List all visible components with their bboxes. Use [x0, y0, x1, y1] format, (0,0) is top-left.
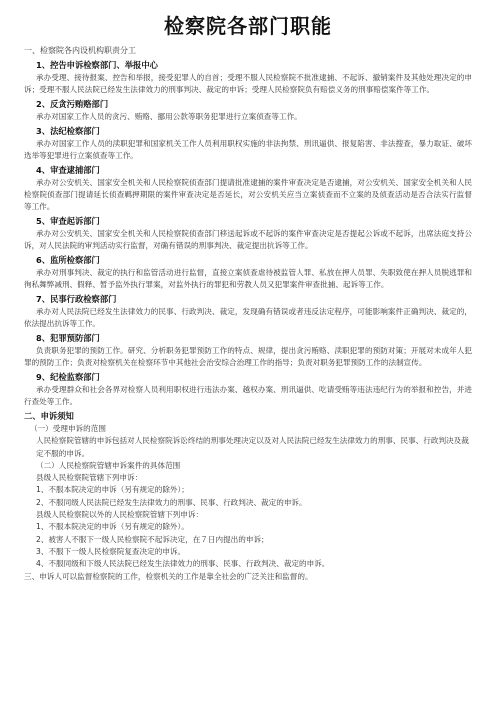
notice-line: 人民检察院管辖的申诉包括对人民检察院诉讼终结的刑事处理决定以及对人民法院已经发生法律效力的刑事、民事、行政判决及裁定不服的申诉。 — [36, 436, 469, 458]
section-1 — [24, 44, 472, 408]
department-list — [24, 58, 472, 408]
department-description: 负责职务犯罪的预防工作。研究、分析职务犯罪预防工作的特点、规律，提出贪污贿赂、渎职犯罪的预防对策；开展对未成年人犯罪的预防工作；负责对检察机关在检察环节中其他社会治安综合治理工作的指导；负责对职务犯罪预防工作的法制宣传。 — [24, 346, 472, 367]
department-heading: 5、审查起诉部门 — [36, 216, 100, 226]
notice-line: 县级人民检察院管辖下列申诉： — [36, 473, 143, 483]
department-heading: 1、控告申诉检察部门、举报中心 — [36, 60, 158, 70]
section-2 — [24, 409, 472, 583]
notice-line: 县级人民检察院以外的人民检察院管辖下列申诉： — [36, 510, 204, 520]
notice-line: 1、不服本院决定的申诉（另有规定的除外）。 — [36, 522, 189, 532]
department-heading: 7、民事行政检察部门 — [36, 294, 117, 304]
department-heading: 9、纪检监察部门 — [36, 372, 100, 382]
department-description: 承办受理群众和社会各界对检察人员利用职权进行违法办案、越权办案、刑讯逼供、吃请受贿等违法违纪行为的举报和控告，并进行查处等工作。 — [24, 385, 472, 406]
department-heading: 4、审查逮捕部门 — [36, 165, 100, 175]
department-description: 承办对国家工作人员的渎职犯罪和国家机关工作人员利用职权实施的非法拘禁、刑讯逼供、报复陷害、非法搜查，暴力取证、破坏选举等犯罪进行立案侦查等工作。 — [24, 139, 472, 160]
department-description: 承办对刑事判决、裁定的执行和监管活动进行监督，直接立案侦查虐待被监管人罪、私放在押人员罪、失职致使在押人员脱逃罪和徇私舞弊减刑、假释、暂予监外执行罪案，对监外执行的罪犯和劳教人员又犯罪案件审查批捕、起诉等工作。 — [24, 268, 472, 289]
notice-line: 三、申诉人可以监督检察院的工作，检察机关的工作是靠全社会的广泛关注和监督的。 — [24, 571, 313, 581]
department-description: 承办对公安机关、国家安全机关和人民检察院侦查部门移送起诉或不起诉的案件审查决定是否提起公诉或不起诉，出席法庭支持公诉，对人民法院的审判活动实行监督，对确有错误的刑事判决、裁定提出抗诉等工作。 — [24, 229, 472, 250]
page-title: 检察院各部门职能 — [164, 14, 332, 38]
department-heading: 3、法纪检察部门 — [36, 126, 100, 136]
department-heading: 8、犯罪预防部门 — [36, 333, 100, 343]
notice-line: 3、不服下一级人民检察院复查决定的申诉。 — [36, 546, 186, 556]
notice-line: 2、不服同级人民法院已经发生法律效力的刑事、民事、行政判决、裁定的申诉。 — [36, 497, 307, 507]
department-description: 承办对国家工作人员的贪污、贿赂、挪用公款等职务犯罪进行立案侦查等工作。 — [36, 112, 302, 121]
notice-line: 1、不服本院决定的申诉（另有规定的除外）； — [36, 485, 189, 495]
department-heading: 2、反贪污贿赂部门 — [36, 99, 109, 109]
notice-line: （一）受理申诉的范围 — [30, 424, 106, 433]
notice-line: 4、不服同级和下级人民法院已经发生法律效力的刑事、民事、行政判决、裁定的申诉。 — [36, 559, 330, 569]
section-2-heading: 二、申诉须知 — [24, 411, 74, 421]
department-description: 承办对公安机关、国家安全机关和人民检察院侦查部门提请批准逮捕的案件审查决定是否逮捕，对公安机关、国家安全机关和人民检察院侦查部门提请延长侦查羁押期限的案件审查决定是否延长，对公安机关应当立案侦查而不立案的及侦查活动是否合法实行监督等工作。 — [24, 178, 472, 211]
notice-line: 2、被害人不服下一级人民检察院不起诉决定，在７日内提出的申诉； — [36, 534, 269, 544]
department-heading: 6、监所检察部门 — [36, 255, 100, 265]
department-description: 承办受理、接待报案、控告和举报，接受犯罪人的自首；受理不服人民检察院不批准逮捕、不起诉、撤销案件及其他处理决定的申诉；受理不服人民法院已经发生法律效力的刑事判决、裁定的申诉；受理人民检察院负有赔偿义务的刑事赔偿案件等工作。 — [24, 73, 472, 94]
notice-line: （二）人民检察院管辖申诉案件的具体范围 — [36, 460, 181, 470]
department-description: 承办对人民法院已经发生法律效力的民事、行政判决、裁定，发现确有错误或者违反法定程序，可能影响案件正确判决、裁定的，依法提出抗诉等工作。 — [24, 307, 472, 328]
section-2-lines — [24, 423, 472, 583]
section-1-heading: 一、检察院各内设机构职责分工 — [24, 46, 136, 55]
